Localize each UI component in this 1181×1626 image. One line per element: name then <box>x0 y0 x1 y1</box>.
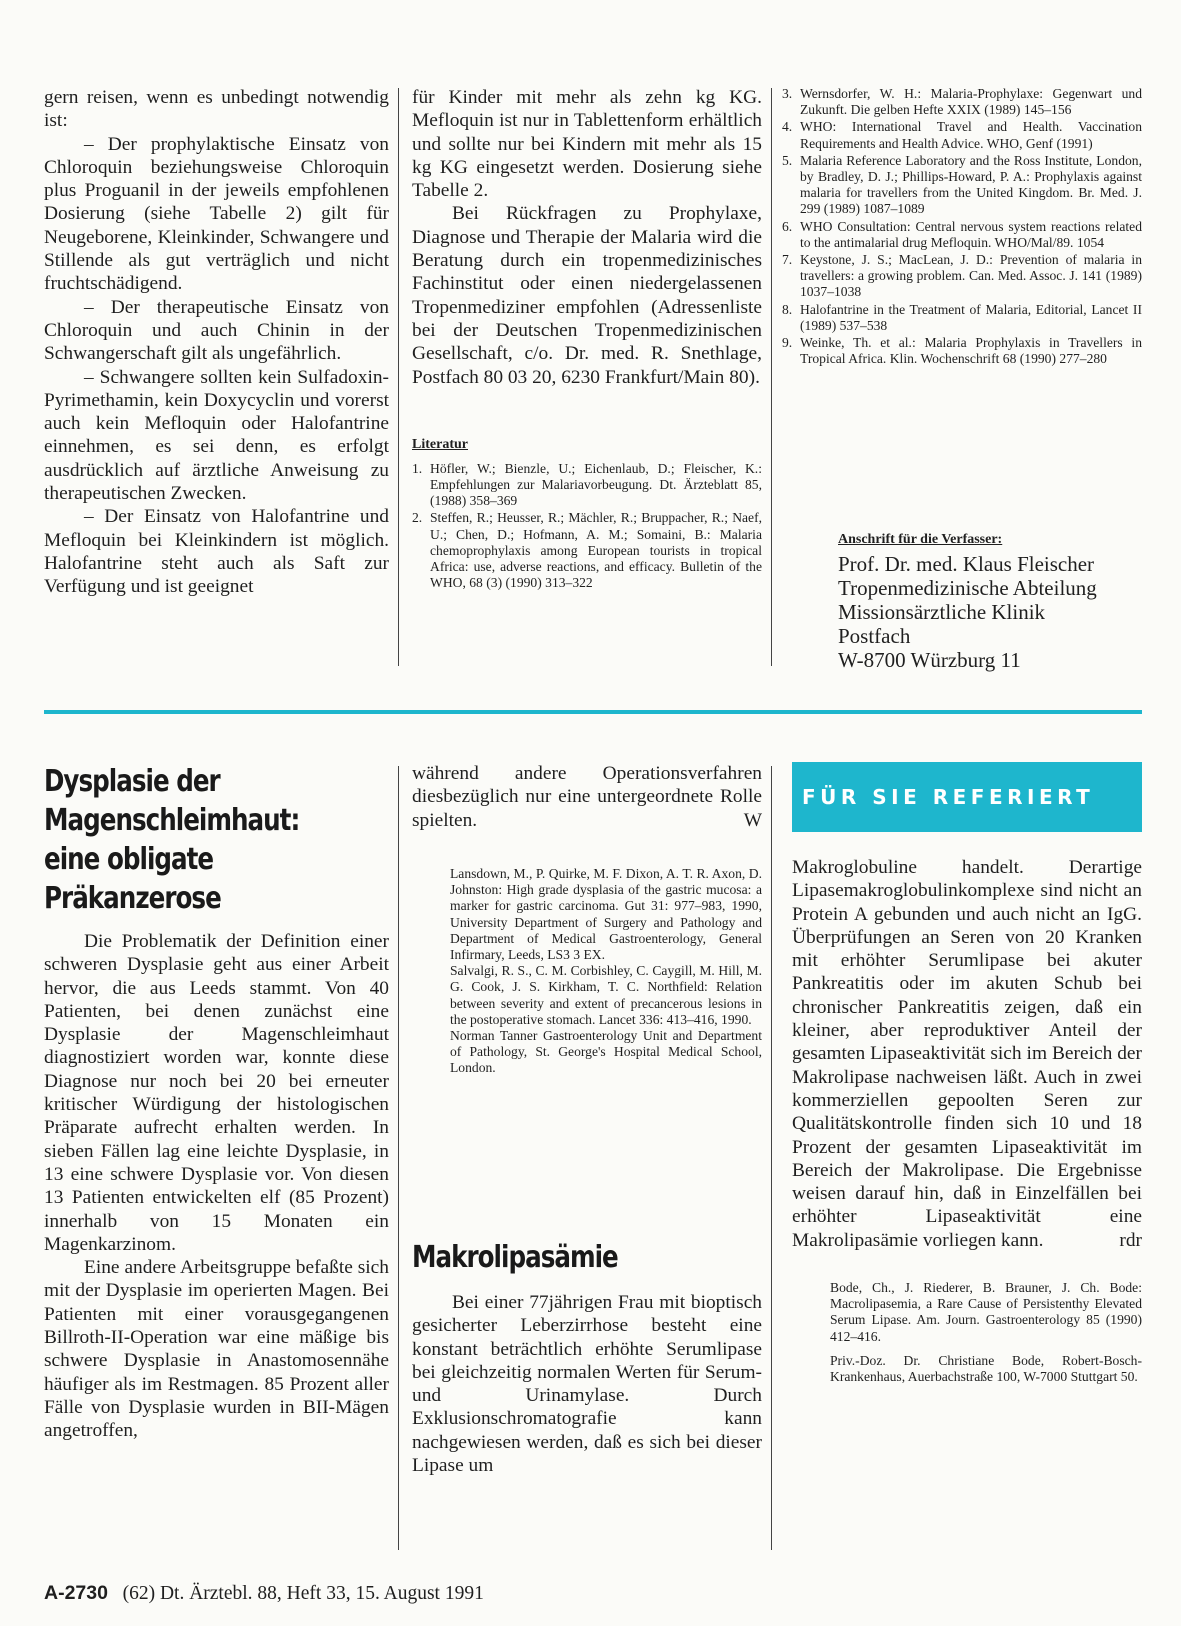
reference-list <box>782 86 1142 367</box>
paragraph: gern reisen, wenn es unbedingt notwendig ist: <box>44 87 389 132</box>
section-banner: FÜR SIE REFERIERT <box>792 762 1142 832</box>
page-footer <box>44 1582 484 1605</box>
column-text <box>412 1291 762 1477</box>
column-text <box>412 762 762 832</box>
makro-article <box>412 1238 762 1477</box>
address-line: Missionsärztliche Klinik <box>838 600 1046 624</box>
column-text <box>44 930 389 1443</box>
article-headline <box>44 762 389 918</box>
address-heading: Anschrift für die Verfasser: <box>838 532 1003 547</box>
reference-item: Lansdown, M., P. Quirke, M. F. Dixon, A. T. R. Axon, D. Johnston: High grade dysplasia of the gastric mucosa: a marker for gastric carcinoma. Gut 31: 977–983, 1990, University Department of Surgery and Pathology and Department of Medical Gastroenterology, General Infirmary, Leeds, LS3 3 EX. <box>450 865 762 962</box>
headline-line: eine obligate <box>44 842 214 877</box>
reference-item: Priv.-Doz. Dr. Christiane Bode, Robert-Bosch-Krankenhaus, Auerbachstraße 100, W-7000 Stuttgart 50. <box>830 1352 1142 1385</box>
headline-line: Dysplasie der <box>44 764 220 799</box>
column-divider <box>398 766 399 1550</box>
paragraph: Bei Rückfragen zu Prophylaxe, Diagnose und Therapie der Malaria wird die Beratung durch ein tropenmedizinisches Fachinstitut oder einen niedergelassenen Tropenmediziner empfohlen (Adressenliste bei der Deutschen Tropenmedizinischen Gesellschaft, c/o. Dr. med. R. Snethlage, Postfach 80 03 20, 6230 Frankfurt/Main 80). <box>412 203 762 388</box>
paragraph: – Schwangere sollten kein Sulfadoxin-Pyrimethamin, kein Doxycyclin und vorerst auch kein Mefloquin oder Halofantrine einnehmen, es sei denn, es erfolgt ausdrücklich auf ärztliche Anweisung zu therapeutischen Zwecken. <box>44 366 389 505</box>
author-address <box>838 532 1142 672</box>
author-initial: W <box>743 809 762 831</box>
citation: (62) Dt. Ärztebl. 88, Heft 33, 15. August 1991 <box>122 1583 484 1604</box>
column-divider <box>398 88 399 666</box>
reference-item: Bode, Ch., J. Riederer, B. Brauner, J. Ch. Bode: Macrolipasemia, a Rare Cause of Persistenthy Elevated Serum Lipase. Am. Journ. Gastroenterology 85 (1990) 412–416. <box>830 1280 1142 1344</box>
reference-item: 5. Malaria Reference Laboratory and the Ross Institute, London, by Bradley, D. J.; Phillips-Howard, P. A.: Prophylaxis against malaria for travellers from the United Kingdom. Br. Med. J. 299 (1989) 1087–1089 <box>782 152 1142 217</box>
reference-item: Norman Tanner Gastroenterology Unit and Department of Pathology, St. George's Hospital Medical School, London. <box>450 1027 762 1076</box>
bottom-column-2 <box>412 762 762 1477</box>
paragraph: während andere Operationsverfahren diesbezüglich nur eine untergeordnete Rolle spielten. W <box>412 763 762 831</box>
bottom-column-3 <box>792 856 1142 1385</box>
column-divider <box>771 88 772 666</box>
column-divider <box>771 766 772 1550</box>
page-number: A-2730 <box>44 1582 108 1604</box>
literature-block <box>412 437 762 592</box>
reference-item: 8. Halofantrine in the Treatment of Malaria, Editorial, Lancet II (1989) 537–538 <box>782 301 1142 333</box>
headline-line: Magenschleimhaut: <box>44 803 300 838</box>
literatur-heading: Literatur <box>412 436 468 452</box>
reference-list <box>412 461 762 592</box>
address-line: Postfach <box>838 624 911 648</box>
paragraph: Eine andere Arbeitsgruppe befaßte sich mit der Dysplasie im operierten Magen. Bei Patienten mit einer vorausgegangenen Billroth-II-Operation war eine mäßige bis schwere Dysplasie in Anastomosennähe häufiger als im Restmagen. 85 Prozent aller Fälle von Dysplasie wurden in BII-Mägen angetroffen, <box>44 1257 389 1442</box>
address-line: Prof. Dr. med. Klaus Fleischer <box>838 552 1095 576</box>
bottom-column-1 <box>44 762 389 1443</box>
reference-item: 2. Steffen, R.; Heusser, R.; Mächler, R.; Bruppacher, R.; Naef, U.; Chen, D.; Hofmann, A. M.; Somaini, B.: Malaria chemoprophylaxis among European tourists in tropical Africa: use, adverse reactions, and efficacy. Bulletin of the WHO, 68 (3) (1990) 313–322 <box>412 510 762 591</box>
paragraph: Bei einer 77jährigen Frau mit bioptisch gesicherter Leberzirrhose besteht eine konstant beträchtlich erhöhte Serumlipase bei gleichzeitig normalen Werten für Serum- und Urinamylase. Durch Exklusionschromatografie kann nachgewiesen werden, daß es sich bei dieser Lipase um <box>412 1292 762 1477</box>
article-references <box>412 866 762 1077</box>
paragraph: – Der Einsatz von Halofantrine und Mefloquin bei Kleinkindern ist möglich. Halofantrine steht auch als Saft zur Verfügung und ist geeignet <box>44 506 389 598</box>
paragraph: für Kinder mit mehr als zehn kg KG. Mefloquin ist nur in Tablettenform erhältlich und sollte nur bei Kindern mit mehr als 15 kg KG eingesetzt werden. Dosierung siehe Tabelle 2. <box>412 87 762 202</box>
paragraph: – Der prophylaktische Einsatz von Chloroquin beziehungsweise Chloroquin plus Proguanil in der jeweils empfohlenen Dosierung (siehe Tabelle 2) gilt für Neugeborene, Kleinkinder, Schwangere und Stillende als gut verträglich und nicht fruchtschädigend. <box>44 133 389 295</box>
reference-item: 9. Weinke, Th. et al.: Malaria Prophylaxis in Travellers in Tropical Africa. Klin. Wochenschrift 68 (1990) 277–280 <box>782 335 1142 367</box>
headline-line: Präkanzerose <box>44 881 221 916</box>
address-line: Tropenmedizinische Abteilung <box>838 576 1097 600</box>
reference-item: Salvalgi, R. S., C. M. Corbishley, C. Caygill, M. Hill, M. G. Cook, J. S. Kirkham, T. C. Northfield: Relation between severity and extent of precancerous lesions in the postoperative stomach. Lancet 336: 413–416, 1990. <box>450 963 762 1027</box>
top-column-2 <box>412 86 762 592</box>
paragraph: Die Problematik der Definition einer schweren Dysplasie geht aus einer Arbeit hervor, die aus Leeds stammt. Von 40 Patienten, bei denen zunächst eine Dysplasie der Magenschleimhaut diagnostiziert worden war, konnte diese Diagnose nur noch bei 20 bei erneuter kritischer Würdigung der histologischen Präparate aufrecht erhalten werden. In sieben Fällen lag eine leichte Dysplasie, in 13 eine schwere Dysplasie vor. Von diesen 13 Patienten entwickelten elf (85 Prozent) innerhalb von 15 Monaten ein Magenkarzinom. <box>44 931 389 1255</box>
reference-item: 6. WHO Consultation: Central nervous system reactions related to the antimalarial drug Mefloquin. WHO/Mal/89. 1054 <box>782 218 1142 250</box>
column-text <box>792 856 1142 1252</box>
article-references <box>792 1280 1142 1385</box>
column-text <box>412 86 762 389</box>
author-initial: rdr <box>1119 1229 1142 1251</box>
section-divider <box>44 710 1142 714</box>
top-column-3 <box>782 86 1142 672</box>
paragraph: Makroglobuline handelt. Derartige Lipasemakroglobulinkomplexe sind nicht an Protein A gebunden und auch nicht an IgG. Überprüfungen an Seren von 20 Kranken mit erhöhter Serumlipase bei akuter Pankreatitis oder im akuten Schub bei chronischer Pankreatitis zeigen, daß ein kleiner, aber reproduktiver Anteil der gesamten Lipaseaktivität sich im Bereich der Makrolipase nachweisen läßt. Auch in zwei kommerziellen gepoolten Seren zur Qualitätskontrolle finden sich 10 und 18 Prozent der gesamten Lipaseaktivität im Bereich der Makrolipase. Die Ergebnisse weisen darauf hin, daß in Einzelfällen bei erhöhter Lipaseaktivität eine Makrolipasämie vorliegen kann. rdr <box>792 857 1142 1251</box>
reference-item: 4. WHO: International Travel and Health. Vaccination Requirements and Health Advice. WHO, Genf (1991) <box>782 119 1142 151</box>
reference-item: 3. Wernsdorfer, W. H.: Malaria-Prophylaxe: Gegenwart und Zukunft. Die gelben Hefte XXIX (1989) 145–156 <box>782 86 1142 118</box>
paragraph: – Der therapeutische Einsatz von Chloroquin und auch Chinin in der Schwangerschaft gilt als ungefährlich. <box>44 296 389 365</box>
reference-item: 1. Höfler, W.; Bienzle, U.; Eichenlaub, D.; Fleischer, K.: Empfehlungen zur Malariavorbeugung. Dt. Ärzteblatt 85, (1988) 358–369 <box>412 460 762 509</box>
address-line: W-8700 Würzburg 11 <box>838 648 1021 672</box>
reference-item: 7. Keystone, J. S.; MacLean, J. D.: Prevention of malaria in travellers: a growing problem. Can. Med. Assoc. J. 141 (1989) 1037–1038 <box>782 252 1142 300</box>
top-column-1 <box>44 86 389 599</box>
article-headline: Makrolipasämie <box>412 1240 618 1275</box>
